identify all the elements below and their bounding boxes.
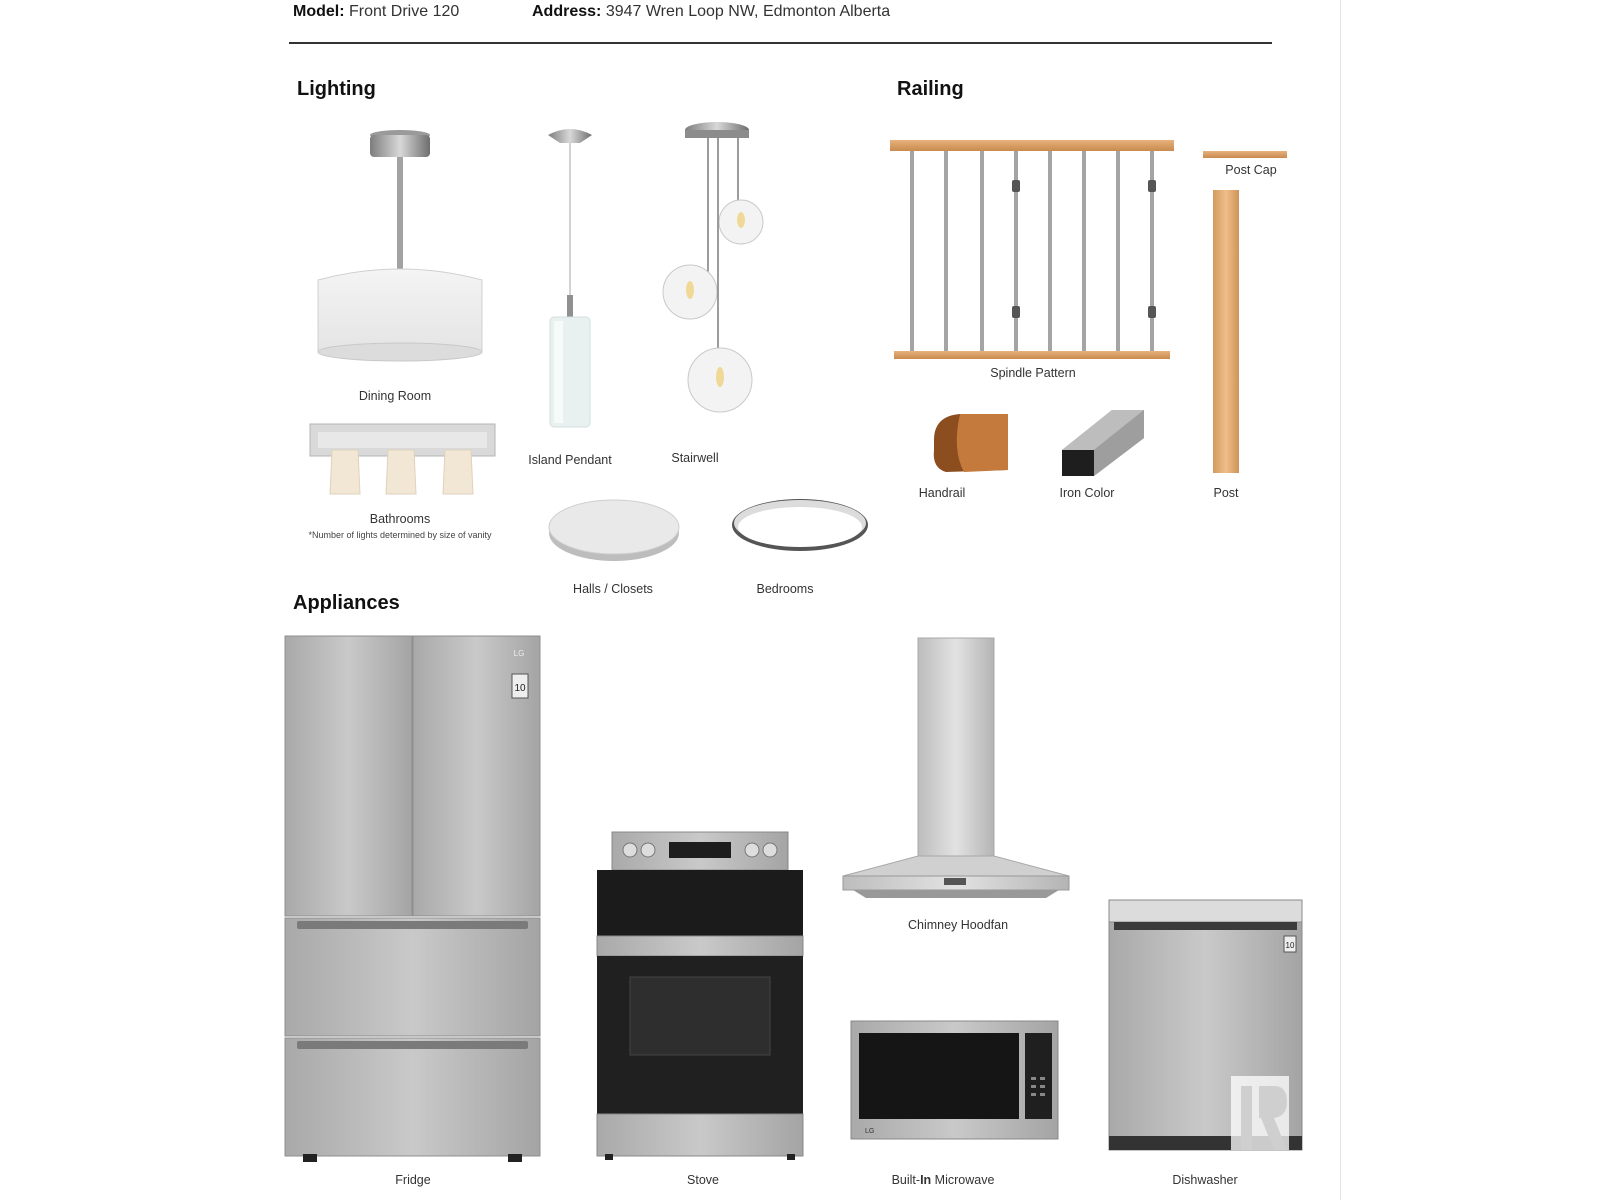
- fridge-caption: Fridge: [395, 1173, 431, 1187]
- bedrooms-flush-mount-image: [730, 497, 870, 557]
- stairwell-caption: Stairwell: [671, 451, 719, 465]
- post-caption: Post: [1213, 486, 1239, 500]
- fridge-badge-label: 10: [514, 683, 526, 694]
- lighting-title: Lighting: [297, 78, 376, 100]
- chimney-hoodfan-image: [841, 638, 1071, 900]
- handrail-caption: Handrail: [918, 486, 966, 500]
- post-cap-caption: Post Cap: [1225, 163, 1277, 177]
- stairwell-globe-pendant-image: [645, 122, 785, 422]
- bathroom-vanity-light-image: [310, 424, 495, 496]
- halls-closets-flush-mount-image: [548, 497, 680, 562]
- halls-closets-caption: Halls / Closets: [573, 582, 653, 596]
- chimney-hoodfan-caption: Chimney Hoodfan: [907, 918, 1009, 932]
- fridge-image: [285, 636, 540, 1164]
- iron-color-swatch-image: [1060, 408, 1146, 478]
- built-in-microwave-image: [851, 1021, 1058, 1139]
- spindle-pattern-caption: Spindle Pattern: [990, 366, 1076, 380]
- island-pendant-image: [540, 125, 600, 430]
- dining-room-caption: Dining Room: [358, 389, 432, 403]
- model-label: Model:: [293, 3, 345, 20]
- model-value: Front Drive 120: [349, 3, 460, 20]
- iron-color-caption: Iron Color: [1059, 486, 1115, 500]
- island-pendant-caption: Island Pendant: [528, 453, 612, 467]
- address-value: 3947 Wren Loop NW, Edmonton Alberta: [605, 3, 891, 20]
- address-field: [532, 3, 890, 21]
- address-label: Address:: [532, 3, 602, 20]
- dishwasher-image: [1109, 900, 1302, 1150]
- railing-title: Railing: [897, 78, 964, 100]
- bathrooms-note: *Number of lights determined by size of vanity: [308, 530, 492, 540]
- dishwasher-badge-label: 10: [1285, 941, 1295, 950]
- spindle-pattern-image: [890, 140, 1175, 360]
- dishwasher-caption: Dishwasher: [1172, 1173, 1238, 1187]
- model-field: [293, 3, 459, 21]
- handrail-image: [930, 410, 1010, 476]
- post-image: [1213, 190, 1239, 473]
- microwave-caption-suffix: Microwave: [931, 1173, 995, 1187]
- microwave-caption-bold: In: [920, 1173, 932, 1187]
- bedrooms-caption: Bedrooms: [756, 582, 814, 596]
- microwave-brand-logo: LG: [865, 1128, 875, 1135]
- fridge-brand-logo: LG: [513, 649, 525, 658]
- bathrooms-caption: Bathrooms: [369, 512, 431, 526]
- built-in-microwave-caption: [878, 1173, 1008, 1187]
- microwave-caption-prefix: Built-: [891, 1173, 921, 1187]
- appliances-title: Appliances: [293, 592, 400, 614]
- dining-room-drum-pendant-image: [300, 130, 500, 370]
- stove-image: [597, 832, 803, 1162]
- stove-caption: Stove: [687, 1173, 719, 1187]
- page-edge-divider: [1340, 0, 1341, 1200]
- header-divider: [289, 42, 1272, 44]
- post-cap-image: [1203, 151, 1287, 159]
